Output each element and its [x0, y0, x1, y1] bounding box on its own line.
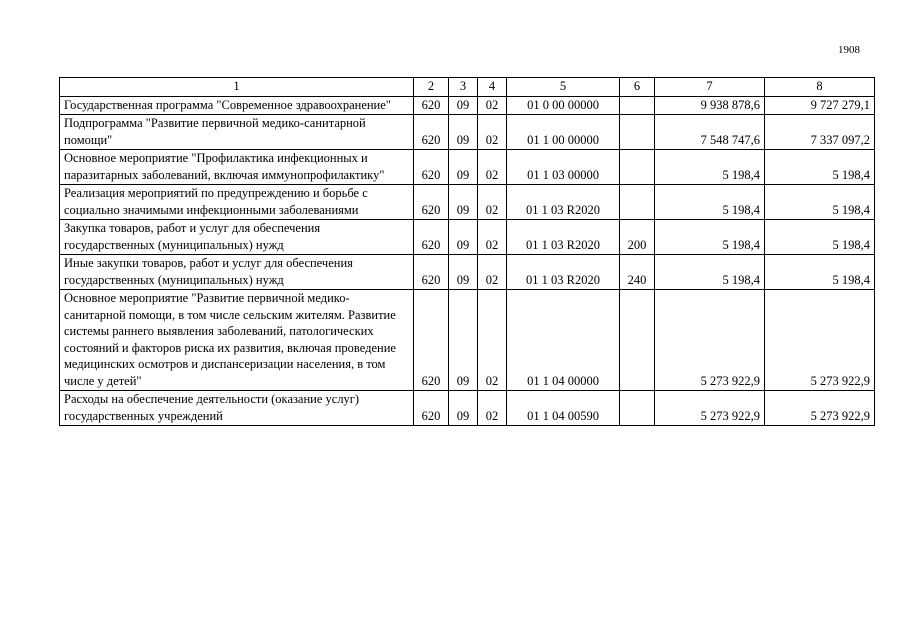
amount-cell: 5 198,4 [655, 185, 765, 220]
expense-type-cell: 200 [620, 220, 655, 255]
expense-type-cell [620, 115, 655, 150]
header-cell: 3 [449, 78, 478, 97]
amount-cell: 9 727 279,1 [765, 96, 875, 115]
section-code-cell: 09 [449, 115, 478, 150]
section-code-cell: 09 [449, 391, 478, 426]
row-name-cell: Закупка товаров, работ и услуг для обеспечения государственных (муниципальных) нужд [60, 220, 414, 255]
row-name-cell: Основное мероприятие "Профилактика инфекционных и паразитарных заболеваний, включая иммунопрофилактику" [60, 150, 414, 185]
amount-cell: 5 198,4 [765, 220, 875, 255]
row-name-cell: Реализация мероприятий по предупреждению и борьбе с социально значимыми инфекционными заболеваниями [60, 185, 414, 220]
header-cell: 8 [765, 78, 875, 97]
expense-type-cell: 240 [620, 255, 655, 290]
row-name-cell: Подпрограмма "Развитие первичной медико-санитарной помощи" [60, 115, 414, 150]
subsection-code-cell: 02 [478, 220, 507, 255]
header-cell: 6 [620, 78, 655, 97]
section-code-cell: 09 [449, 150, 478, 185]
target-article-cell: 01 0 00 00000 [507, 96, 620, 115]
target-article-cell: 01 1 04 00000 [507, 290, 620, 391]
target-article-cell: 01 1 04 00590 [507, 391, 620, 426]
subsection-code-cell: 02 [478, 96, 507, 115]
header-cell: 2 [414, 78, 449, 97]
table-row [60, 96, 875, 115]
target-article-cell: 01 1 03 R2020 [507, 185, 620, 220]
header-cell: 4 [478, 78, 507, 97]
section-code-cell: 09 [449, 96, 478, 115]
row-name-cell: Расходы на обеспечение деятельности (оказание услуг) государственных учреждений [60, 391, 414, 426]
target-article-cell: 01 1 03 R2020 [507, 220, 620, 255]
amount-cell: 5 273 922,9 [655, 391, 765, 426]
section-code-cell: 09 [449, 220, 478, 255]
table-row [60, 391, 875, 426]
amount-cell: 7 548 747,6 [655, 115, 765, 150]
table-row [60, 255, 875, 290]
admin-code-cell: 620 [414, 150, 449, 185]
table-row [60, 290, 875, 391]
expense-type-cell [620, 290, 655, 391]
table-row [60, 115, 875, 150]
page-number: 1908 [838, 44, 860, 56]
header-cell: 1 [60, 78, 414, 97]
amount-cell: 5 198,4 [655, 150, 765, 185]
target-article-cell: 01 1 03 R2020 [507, 255, 620, 290]
amount-cell: 5 273 922,9 [765, 391, 875, 426]
expense-type-cell [620, 96, 655, 115]
subsection-code-cell: 02 [478, 115, 507, 150]
amount-cell: 5 198,4 [655, 255, 765, 290]
subsection-code-cell: 02 [478, 255, 507, 290]
amount-cell: 5 198,4 [765, 185, 875, 220]
row-name-cell: Основное мероприятие "Развитие первичной медико-санитарной помощи, в том числе сельским жителям. Развитие системы раннего выявления заболеваний, патологических состояний и факторов риска их развития, включая проведение медицинских осмотров и диспансеризации населения, в том числе у детей" [60, 290, 414, 391]
amount-cell: 5 198,4 [655, 220, 765, 255]
amount-cell: 9 938 878,6 [655, 96, 765, 115]
table-row [60, 220, 875, 255]
header-cell: 5 [507, 78, 620, 97]
admin-code-cell: 620 [414, 255, 449, 290]
section-code-cell: 09 [449, 290, 478, 391]
section-code-cell: 09 [449, 185, 478, 220]
admin-code-cell: 620 [414, 220, 449, 255]
expense-type-cell [620, 150, 655, 185]
amount-cell: 5 273 922,9 [655, 290, 765, 391]
section-code-cell: 09 [449, 255, 478, 290]
admin-code-cell: 620 [414, 391, 449, 426]
admin-code-cell: 620 [414, 290, 449, 391]
admin-code-cell: 620 [414, 96, 449, 115]
amount-cell: 5 198,4 [765, 150, 875, 185]
expense-type-cell [620, 391, 655, 426]
amount-cell: 5 198,4 [765, 255, 875, 290]
subsection-code-cell: 02 [478, 150, 507, 185]
target-article-cell: 01 1 00 00000 [507, 115, 620, 150]
expense-type-cell [620, 185, 655, 220]
target-article-cell: 01 1 03 00000 [507, 150, 620, 185]
admin-code-cell: 620 [414, 115, 449, 150]
admin-code-cell: 620 [414, 185, 449, 220]
table-row [60, 150, 875, 185]
header-cell: 7 [655, 78, 765, 97]
subsection-code-cell: 02 [478, 391, 507, 426]
table-row [60, 185, 875, 220]
amount-cell: 5 273 922,9 [765, 290, 875, 391]
table-header-row [60, 78, 875, 97]
amount-cell: 7 337 097,2 [765, 115, 875, 150]
subsection-code-cell: 02 [478, 185, 507, 220]
row-name-cell: Иные закупки товаров, работ и услуг для обеспечения государственных (муниципальных) нужд [60, 255, 414, 290]
row-name-cell: Государственная программа "Современное здравоохранение" [60, 96, 414, 115]
budget-table [59, 77, 875, 426]
subsection-code-cell: 02 [478, 290, 507, 391]
